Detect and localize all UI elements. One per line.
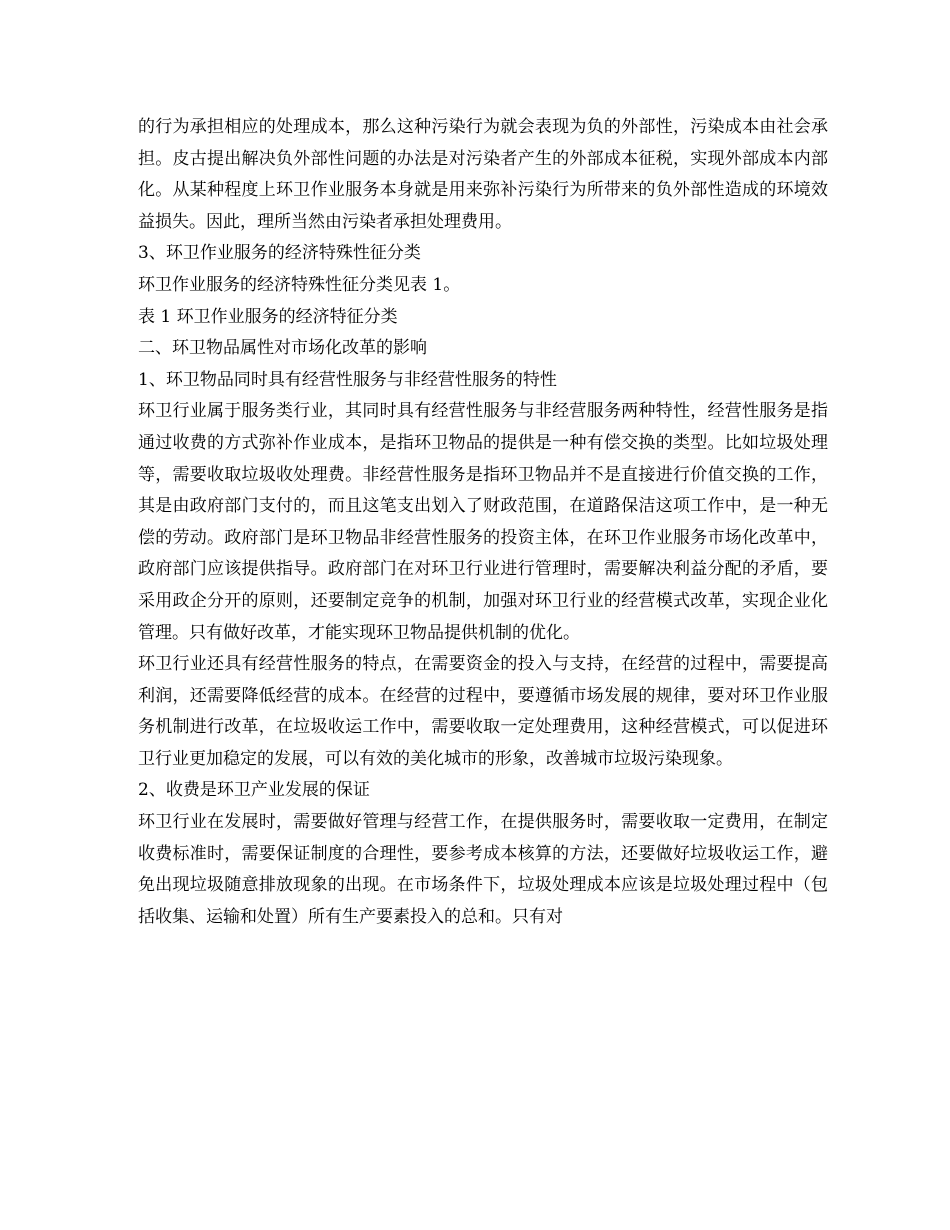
paragraph-table-reference: 环卫作业服务的经济特殊性征分类见表 1。 (138, 274, 461, 295)
section-heading-3: 3、环卫作业服务的经济特殊性征分类 (138, 243, 421, 264)
table-caption: 表 1 环卫作业服务的经济特征分类 (138, 306, 398, 327)
paragraph-fee-collection: 环卫行业在发展时，需要做好管理与经营工作，在提供服务时，需要收取一定费用，在制定收费标准时，需要保证制度的合理性，要参考成本核算的方法，还要做好垃圾收运工作，避免出现垃圾随意排放现象的出现。在市场条件下，垃圾处理成本应该是垃圾处理过程中（包括收集、运输和处置）所有生产要素投入的总和。只有对 (138, 812, 828, 927)
paragraph-negative-externality: 的行为承担相应的处理成本，那么这种污染行为就会表现为负的外部性，污染成本由社会承担。皮古提出解决负外部性问题的办法是对污染者产生的外部成本征税，实现外部成本内部化。从某种程度上环卫作业服务本身就是用来弥补污染行为所带来的负外部性造成的环境效益损失。因此，理所当然由污染者承担处理费用。 (138, 117, 828, 232)
paragraph-service-characteristics: 环卫行业属于服务类行业，其同时具有经营性服务与非经营服务两种特性，经营性服务是指通过收费的方式弥补作业成本，是指环卫物品的提供是一种有偿交换的类型。比如垃圾处理等，需要收取垃圾收处理费。非经营性服务是指环卫物品并不是直接进行价值交换的工作，其是由政府部门支付的，而且这笔支出划入了财政范围，在道路保洁这项工作中，是一种无偿的劳动。政府部门是环卫物品非经营性服务的投资主体，在环卫作业服务市场化改革中，政府部门应该提供指导。政府部门在对环卫行业进行管理时，需要解决利益分配的矛盾，要采用政企分开的原则，还要制定竞争的机制，加强对环卫行业的经营模式改革，实现企业化管理。只有做好改革，才能实现环卫物品提供机制的优化。 (138, 401, 828, 643)
section-heading-2: 二、环卫物品属性对市场化改革的影响 (138, 338, 427, 359)
subsection-heading-2: 2、收费是环卫产业发展的保证 (138, 780, 370, 801)
paragraph-operational-service: 环卫行业还具有经营性服务的特点，在需要资金的投入与支持，在经营的过程中，需要提高利润，还需要降低经营的成本。在经营的过程中，要遵循市场发展的规律，要对环卫作业服务机制进行改革，在垃圾收运工作中，需要收取一定处理费用，这种经营模式，可以促进环卫行业更加稳定的发展，可以有效的美化城市的形象，改善城市垃圾污染现象。 (138, 654, 828, 769)
document-body (138, 112, 828, 933)
subsection-heading-1: 1、环卫物品同时具有经营性服务与非经营性服务的特性 (138, 369, 557, 390)
